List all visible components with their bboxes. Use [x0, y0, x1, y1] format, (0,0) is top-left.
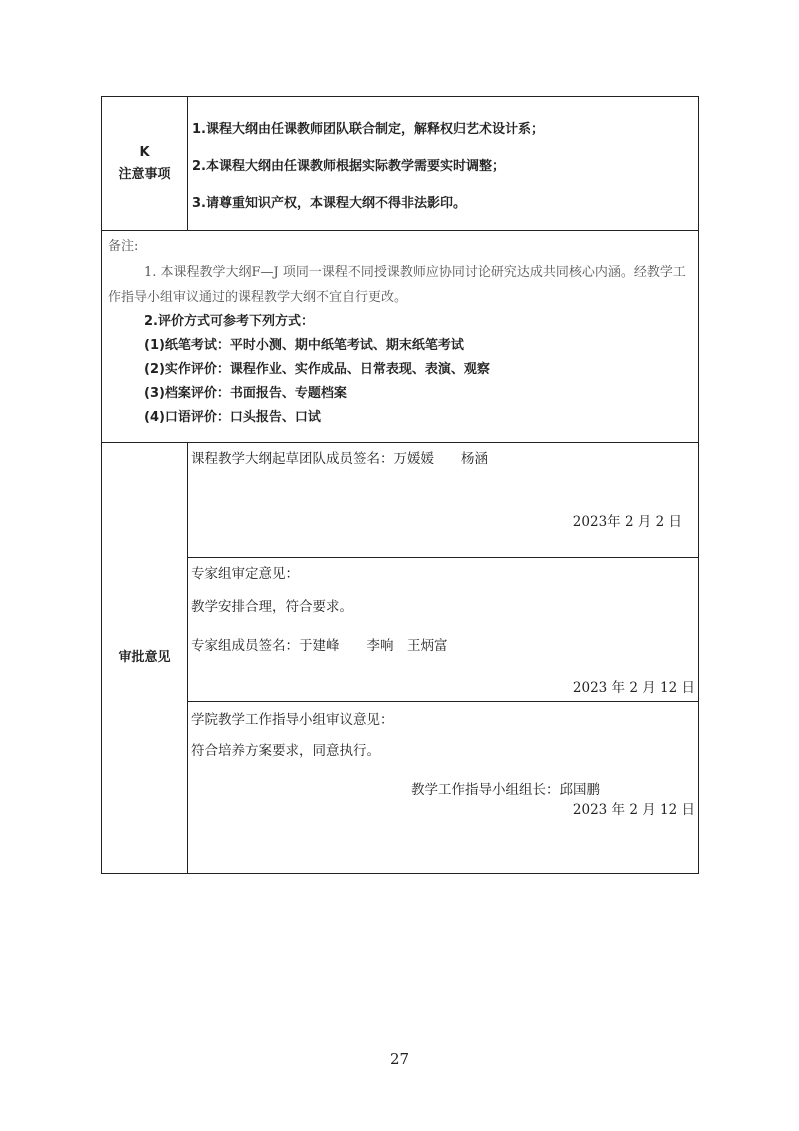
- notice-item: 3.请尊重知识产权，本课程大纲不得非法影印。: [192, 196, 466, 211]
- expert-review-opinion: 教学安排合理，符合要求。: [191, 599, 353, 615]
- college-review-title: 学院教学工作指导小组审议意见：: [191, 712, 394, 728]
- remarks-heading: 备注:: [108, 239, 139, 254]
- drafting-signature-line: 课程教学大纲起草团队成员签名：万媛媛 杨涵: [191, 451, 488, 467]
- college-review-opinion: 符合培养方案要求，同意执行。: [191, 743, 380, 759]
- drafting-team-block: [188, 443, 698, 558]
- drafting-date: 2023年 2 月 2 日: [572, 514, 682, 530]
- expert-signature-line: 专家组成员签名：于建峰 李响 王炳富: [191, 638, 448, 654]
- notice-label-top: K: [139, 144, 150, 160]
- expert-review-date: 2023 年 2 月 12 日: [572, 680, 695, 696]
- college-leader-signature: 教学工作指导小组组长：邱国鹏: [411, 782, 600, 798]
- evaluation-method: (4)口语评价：口头报告、口试: [144, 410, 321, 425]
- remarks-item-1: 1. 本课程教学大纲F—J 项同一课程不同授课教师应协同讨论研究达成共同核心内涵。经教学工作指导小组审议通过的课程教学大纲不宜自行更改。: [108, 265, 686, 305]
- expert-review-block: [188, 558, 698, 702]
- approval-content: [188, 443, 698, 873]
- notice-item: 1.课程大纲由任课教师团队联合制定，解释权归艺术设计系；: [192, 122, 544, 137]
- approval-row: [102, 443, 698, 873]
- approval-label-cell: [102, 443, 188, 873]
- approval-label: 审批意见: [118, 650, 171, 665]
- syllabus-form-table: [101, 96, 699, 874]
- notice-label: 注意事项: [118, 166, 171, 182]
- evaluation-method: (1)纸笔考试：平时小测、期中纸笔考试、期末纸笔考试: [144, 338, 464, 353]
- evaluation-method: (2)实作评价：课程作业、实作成品、日常表现、表演、观察: [144, 362, 490, 377]
- notice-row: [102, 97, 698, 231]
- expert-review-title: 专家组审定意见：: [191, 566, 299, 582]
- remarks-row: [102, 231, 698, 443]
- notice-label-cell: [102, 97, 188, 230]
- evaluation-method: (3)档案评价：书面报告、专题档案: [144, 386, 347, 401]
- remarks-item-2: 2.评价方式可参考下列方式：: [144, 314, 314, 329]
- college-review-date: 2023 年 2 月 12 日: [572, 802, 695, 818]
- college-review-block: [188, 702, 698, 873]
- page-number: 27: [389, 1050, 410, 1068]
- notice-item: 2.本课程大纲由任课教师根据实际教学需要实时调整；: [192, 159, 505, 174]
- notice-content: [188, 97, 698, 230]
